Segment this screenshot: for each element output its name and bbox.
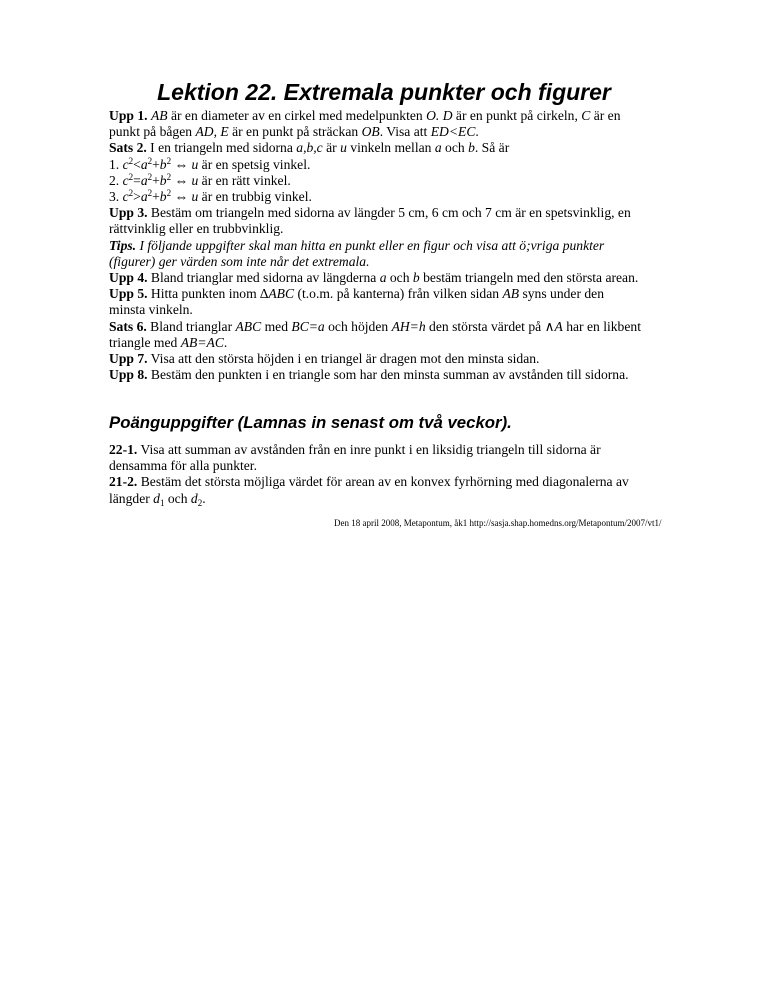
p22-1-text: Visa att summan av avstånden från en inre punkt i en liksidig triangeln till sidorna är — [137, 442, 601, 457]
var-a: a — [140, 189, 148, 205]
upp1-line2 — [109, 124, 719, 140]
item-result: är en spetsig vinkel. — [198, 156, 311, 172]
upp1-ad: AD — [195, 124, 214, 140]
var-a: a — [140, 172, 148, 188]
sats2-intro — [109, 140, 719, 156]
sats2-text: vinkeln mellan — [346, 140, 435, 156]
exponent: 2 — [166, 171, 172, 182]
upp1-text: är en diameter av en cirkel med medelpunkten — [167, 108, 427, 123]
upp8-text: Bestäm den punkten i en triangle som har den minsta summan av avstånden till sidorna. — [147, 367, 629, 383]
sats6-line2 — [109, 335, 719, 351]
upp1-text: är en punkt på cirkeln, — [452, 108, 582, 123]
var-u: u — [191, 156, 199, 172]
tips-line1 — [109, 238, 719, 254]
sats2-item-3 — [109, 189, 719, 205]
item-result: är en rätt vinkel. — [198, 172, 291, 188]
relation: > — [133, 189, 141, 205]
upp3-label: Upp 3. — [109, 205, 148, 221]
subscript: 2 — [197, 497, 203, 508]
var-d: d — [153, 490, 160, 506]
upp5-text: minsta vinkeln. — [109, 302, 193, 318]
sats6-text: den största värdet på — [425, 318, 545, 334]
upp4-b: b — [412, 270, 420, 286]
upp8-line — [109, 367, 719, 383]
upp5-text: Hitta punkten inom — [147, 286, 261, 302]
p22-1-line1 — [109, 442, 719, 458]
exponent: 2 — [166, 155, 172, 166]
p21-2-label: 21-2. — [109, 474, 138, 490]
upp5-line2 — [109, 302, 719, 318]
angle-symbol: ∧ — [544, 318, 555, 334]
upp7-label: Upp 7. — [109, 351, 148, 367]
upp5-text: (t.o.m. på kanterna) från vilken sidan — [294, 286, 503, 302]
item-number: 3. — [109, 189, 123, 205]
sats2-text: . Så är — [474, 140, 510, 156]
sats2-text: är — [322, 140, 341, 156]
upp1-text: punkt på bågen — [109, 124, 196, 140]
exponent: 2 — [166, 188, 172, 199]
upp1-c: C — [581, 108, 591, 123]
iff-symbol: ⇔ — [171, 172, 192, 188]
tips-label: Tips. — [109, 237, 137, 253]
subscript: 1 — [159, 497, 165, 508]
upp1-inequality: ED<EC — [430, 124, 476, 140]
upp5-line1 — [109, 286, 719, 302]
var-b: b — [159, 172, 167, 188]
var-c: c — [122, 156, 129, 172]
sats6-text: . — [223, 334, 228, 350]
sats6-abac: AB=AC — [180, 334, 224, 350]
tips-text: (figurer) ger värden som inte når det extremala. — [109, 253, 370, 269]
sats2-abc: a,b,c — [296, 140, 323, 156]
sats6-text: med — [261, 318, 292, 334]
upp3-line2 — [109, 221, 719, 237]
sats2-b: b — [468, 140, 475, 156]
var-c: c — [122, 189, 129, 205]
sats2-text: och — [441, 140, 469, 156]
triangle-symbol: ∆ — [260, 286, 269, 302]
relation: < — [133, 156, 141, 172]
sats6-text: och höjden — [324, 318, 392, 334]
p21-2-text: längder — [109, 490, 154, 506]
var-c: c — [122, 172, 129, 188]
p22-1-label: 22-1. — [109, 442, 138, 457]
item-result: är en trubbig vinkel. — [198, 189, 312, 205]
plus: + — [152, 189, 160, 205]
upp4-a: a — [379, 270, 387, 286]
plus: + — [152, 156, 160, 172]
sats6-text: triangle med — [109, 334, 181, 350]
tips-line2 — [109, 254, 719, 270]
var-d: d — [190, 490, 198, 506]
upp4-text: Bland trianglar med sidorna av längderna — [147, 270, 380, 286]
p21-2-line1 — [109, 474, 719, 490]
var-b: b — [159, 156, 167, 172]
sats2-item-2 — [109, 173, 719, 189]
exponent: 2 — [128, 155, 134, 166]
iff-symbol: ⇔ — [171, 189, 192, 205]
upp1-label: Upp 1. — [109, 108, 148, 123]
upp5-text: syns under den — [519, 286, 604, 302]
upp3-text: Bestäm om triangeln med sidorna av längder 5 cm, 6 cm och 7 cm är en spetsvinklig, en — [147, 205, 631, 221]
homework-body — [109, 442, 719, 507]
p21-2-text: och — [164, 490, 191, 506]
sats6-abc: ABC — [235, 318, 262, 334]
exponent: 2 — [147, 171, 153, 182]
var-a: a — [140, 156, 148, 172]
plus: + — [152, 172, 160, 188]
upp1-text: , — [213, 124, 221, 140]
exponent: 2 — [147, 188, 153, 199]
upp1-text: . Visa att — [379, 124, 431, 140]
tips-text: I följande uppgifter skal man hitta en punkt eller en figur och visa att ö;vriga punkter — [136, 237, 605, 253]
upp4-line — [109, 270, 719, 286]
item-number: 1. — [109, 156, 123, 172]
sats2-text: I en triangeln med sidorna — [146, 140, 297, 156]
relation: = — [133, 172, 141, 188]
sats2-label: Sats 2. — [109, 140, 147, 156]
upp4-text: och — [386, 270, 413, 286]
sats6-bc: BC=a — [291, 318, 325, 334]
upp1-text: är en — [590, 108, 621, 123]
sats6-label: Sats 6. — [109, 318, 147, 334]
var-u: u — [191, 172, 199, 188]
exponent: 2 — [128, 171, 134, 182]
item-number: 2. — [109, 172, 123, 188]
p21-2-line2 — [109, 491, 719, 507]
upp1-e: E — [220, 124, 229, 140]
sats6-line1 — [109, 319, 719, 335]
lesson-body — [109, 108, 719, 383]
p21-2-text: Bestäm det största möjliga värdet för arean av en konvex fyrhörning med diagonalerna av — [137, 474, 629, 490]
sats6-text: har en likbent — [562, 318, 641, 334]
sats2-a: a — [434, 140, 442, 156]
var-b: b — [159, 189, 167, 205]
exponent: 2 — [128, 188, 134, 199]
upp8-label: Upp 8. — [109, 367, 148, 383]
sats6-text: Bland trianglar — [146, 318, 236, 334]
sats2-item-1 — [109, 157, 719, 173]
upp4-label: Upp 4. — [109, 270, 148, 286]
p22-1-line2 — [109, 458, 719, 474]
upp1-line1 — [109, 108, 719, 124]
upp7-text: Visa att den största höjden i en triangel är dragen mot den minsta sidan. — [147, 351, 540, 367]
upp1-text: . — [475, 124, 479, 140]
var-u: u — [191, 189, 199, 205]
sats2-u: u — [340, 140, 347, 156]
upp3-line1 — [109, 205, 719, 221]
sats6-ah: AH=h — [391, 318, 426, 334]
upp1-ob: OB — [361, 124, 380, 140]
upp4-text: bestäm triangeln med den största arean. — [419, 270, 639, 286]
upp1-o: O. D — [426, 108, 453, 123]
p21-2-text: . — [202, 490, 206, 506]
page-title: Lektion 22. Extremala punkter och figurer — [157, 79, 611, 105]
iff-symbol: ⇔ — [171, 156, 192, 172]
upp5-ab: AB — [502, 286, 520, 302]
p22-1-text: densamma för alla punkter. — [109, 458, 257, 474]
upp5-abc: ABC — [268, 286, 295, 302]
section-subtitle: Poänguppgifter (Lamnas in senast om två veckor). — [109, 413, 512, 432]
sats6-a: A — [554, 318, 563, 334]
upp5-label: Upp 5. — [109, 286, 148, 302]
upp1-ab: AB — [150, 108, 168, 123]
exponent: 2 — [147, 155, 153, 166]
upp1-text: är en punkt på sträckan — [228, 124, 362, 140]
upp3-text: rättvinklig eller en trubbvinklig. — [109, 221, 284, 237]
upp7-line — [109, 351, 719, 367]
page-footer: Den 18 april 2008, Metapontum, åk1 http://sasja.shap.homedns.org/Metapontum/2007/vt1/ — [334, 518, 662, 528]
